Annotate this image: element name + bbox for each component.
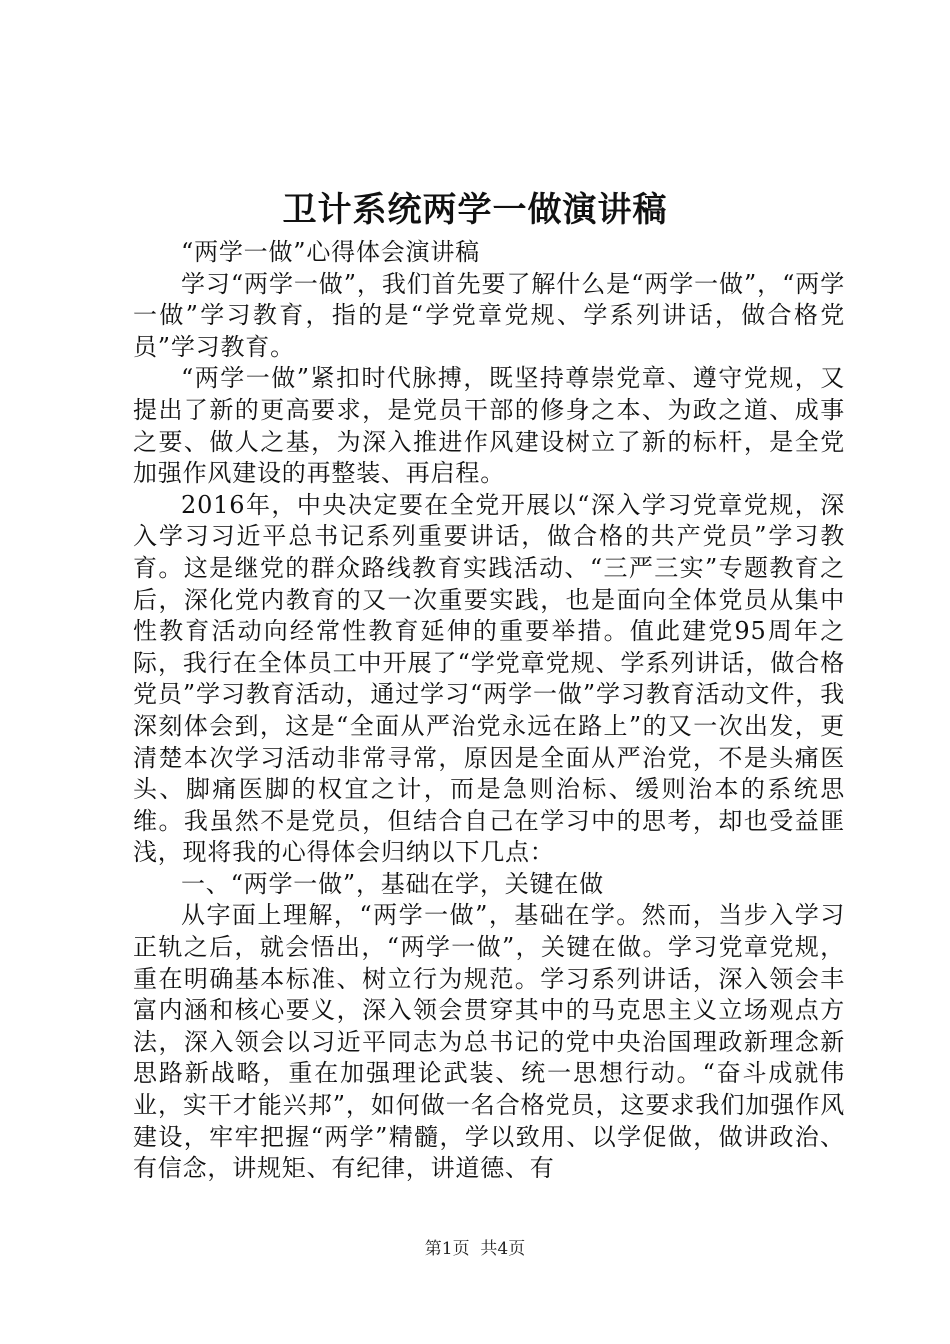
- body-paragraph: “两学一做”紧扣时代脉搏，既坚持尊崇党章、遵守党规，又提出了新的更高要求，是党员干部的修身之本、为政之道、成事之要、做人之基，为深入推进作风建设树立了新的标杆，是全党加强作风建设的再整装、再启程。: [133, 364, 845, 488]
- page-total: 共4页: [480, 1239, 526, 1259]
- page-footer: [0, 1237, 950, 1261]
- body-paragraph: 从字面上理解，“两学一做”，基础在学。然而，当步入学习正轨之后，就会悟出，“两学一做”，关键在做。学习党章党规，重在明确基本标准、树立行为规范。学习系列讲话，深入领会丰富内涵和核心要义，深入领会贯穿其中的马克思主义立场观点方法，深入领会以习近平同志为总书记的党中央治国理政新理念新思路新战略，重在加强理论武装、统一思想行动。“奋斗成就伟业，实干才能兴邦”，如何做一名合格党员，这要求我们加强作风建设，牢牢把握“两学”精髓，学以致用、以学促做，做讲政治、有信念，讲规矩、有纪律，讲道德、有: [133, 901, 845, 1183]
- body-paragraph: 学习“两学一做”，我们首先要了解什么是“两学一做”，“两学一做”学习教育，指的是“学党章党规、学系列讲话，做合格党员”学习教育。: [133, 269, 845, 361]
- body-paragraph: 2016年，中央决定要在全党开展以“深入学习党章党规，深入学习习近平总书记系列重要讲话，做合格的共产党员”学习教育。这是继党的群众路线教育实践活动、“三严三实”专题教育之后，深化党内教育的又一次重要实践，也是面向全体党员从集中性教育活动向经常性教育延伸的重要举措。值此建党95周年之际，我行在全体员工中开展了“学党章党规、学系列讲话，做合格党员”学习教育活动，通过学习“两学一做”学习教育活动文件，我深刻体会到，这是“全面从严治党永远在路上”的又一次出发，更清楚本次学习活动非常寻常，原因是全面从严治党，不是头痛医头、脚痛医脚的权宜之计，而是急则治标、缓则治本的系统思维。我虽然不是党员，但结合自己在学习中的思考，却也受益匪浅，现将我的心得体会归纳以下几点：: [133, 490, 845, 867]
- subtitle-paragraph: “两学一做”心得体会演讲稿: [181, 238, 480, 266]
- section-heading: 一、“两学一做”，基础在学，关键在做: [181, 869, 604, 898]
- document-body: [133, 237, 845, 1185]
- document-title: 卫计系统两学一做演讲稿: [282, 190, 668, 230]
- page-number: 第1页: [424, 1239, 470, 1259]
